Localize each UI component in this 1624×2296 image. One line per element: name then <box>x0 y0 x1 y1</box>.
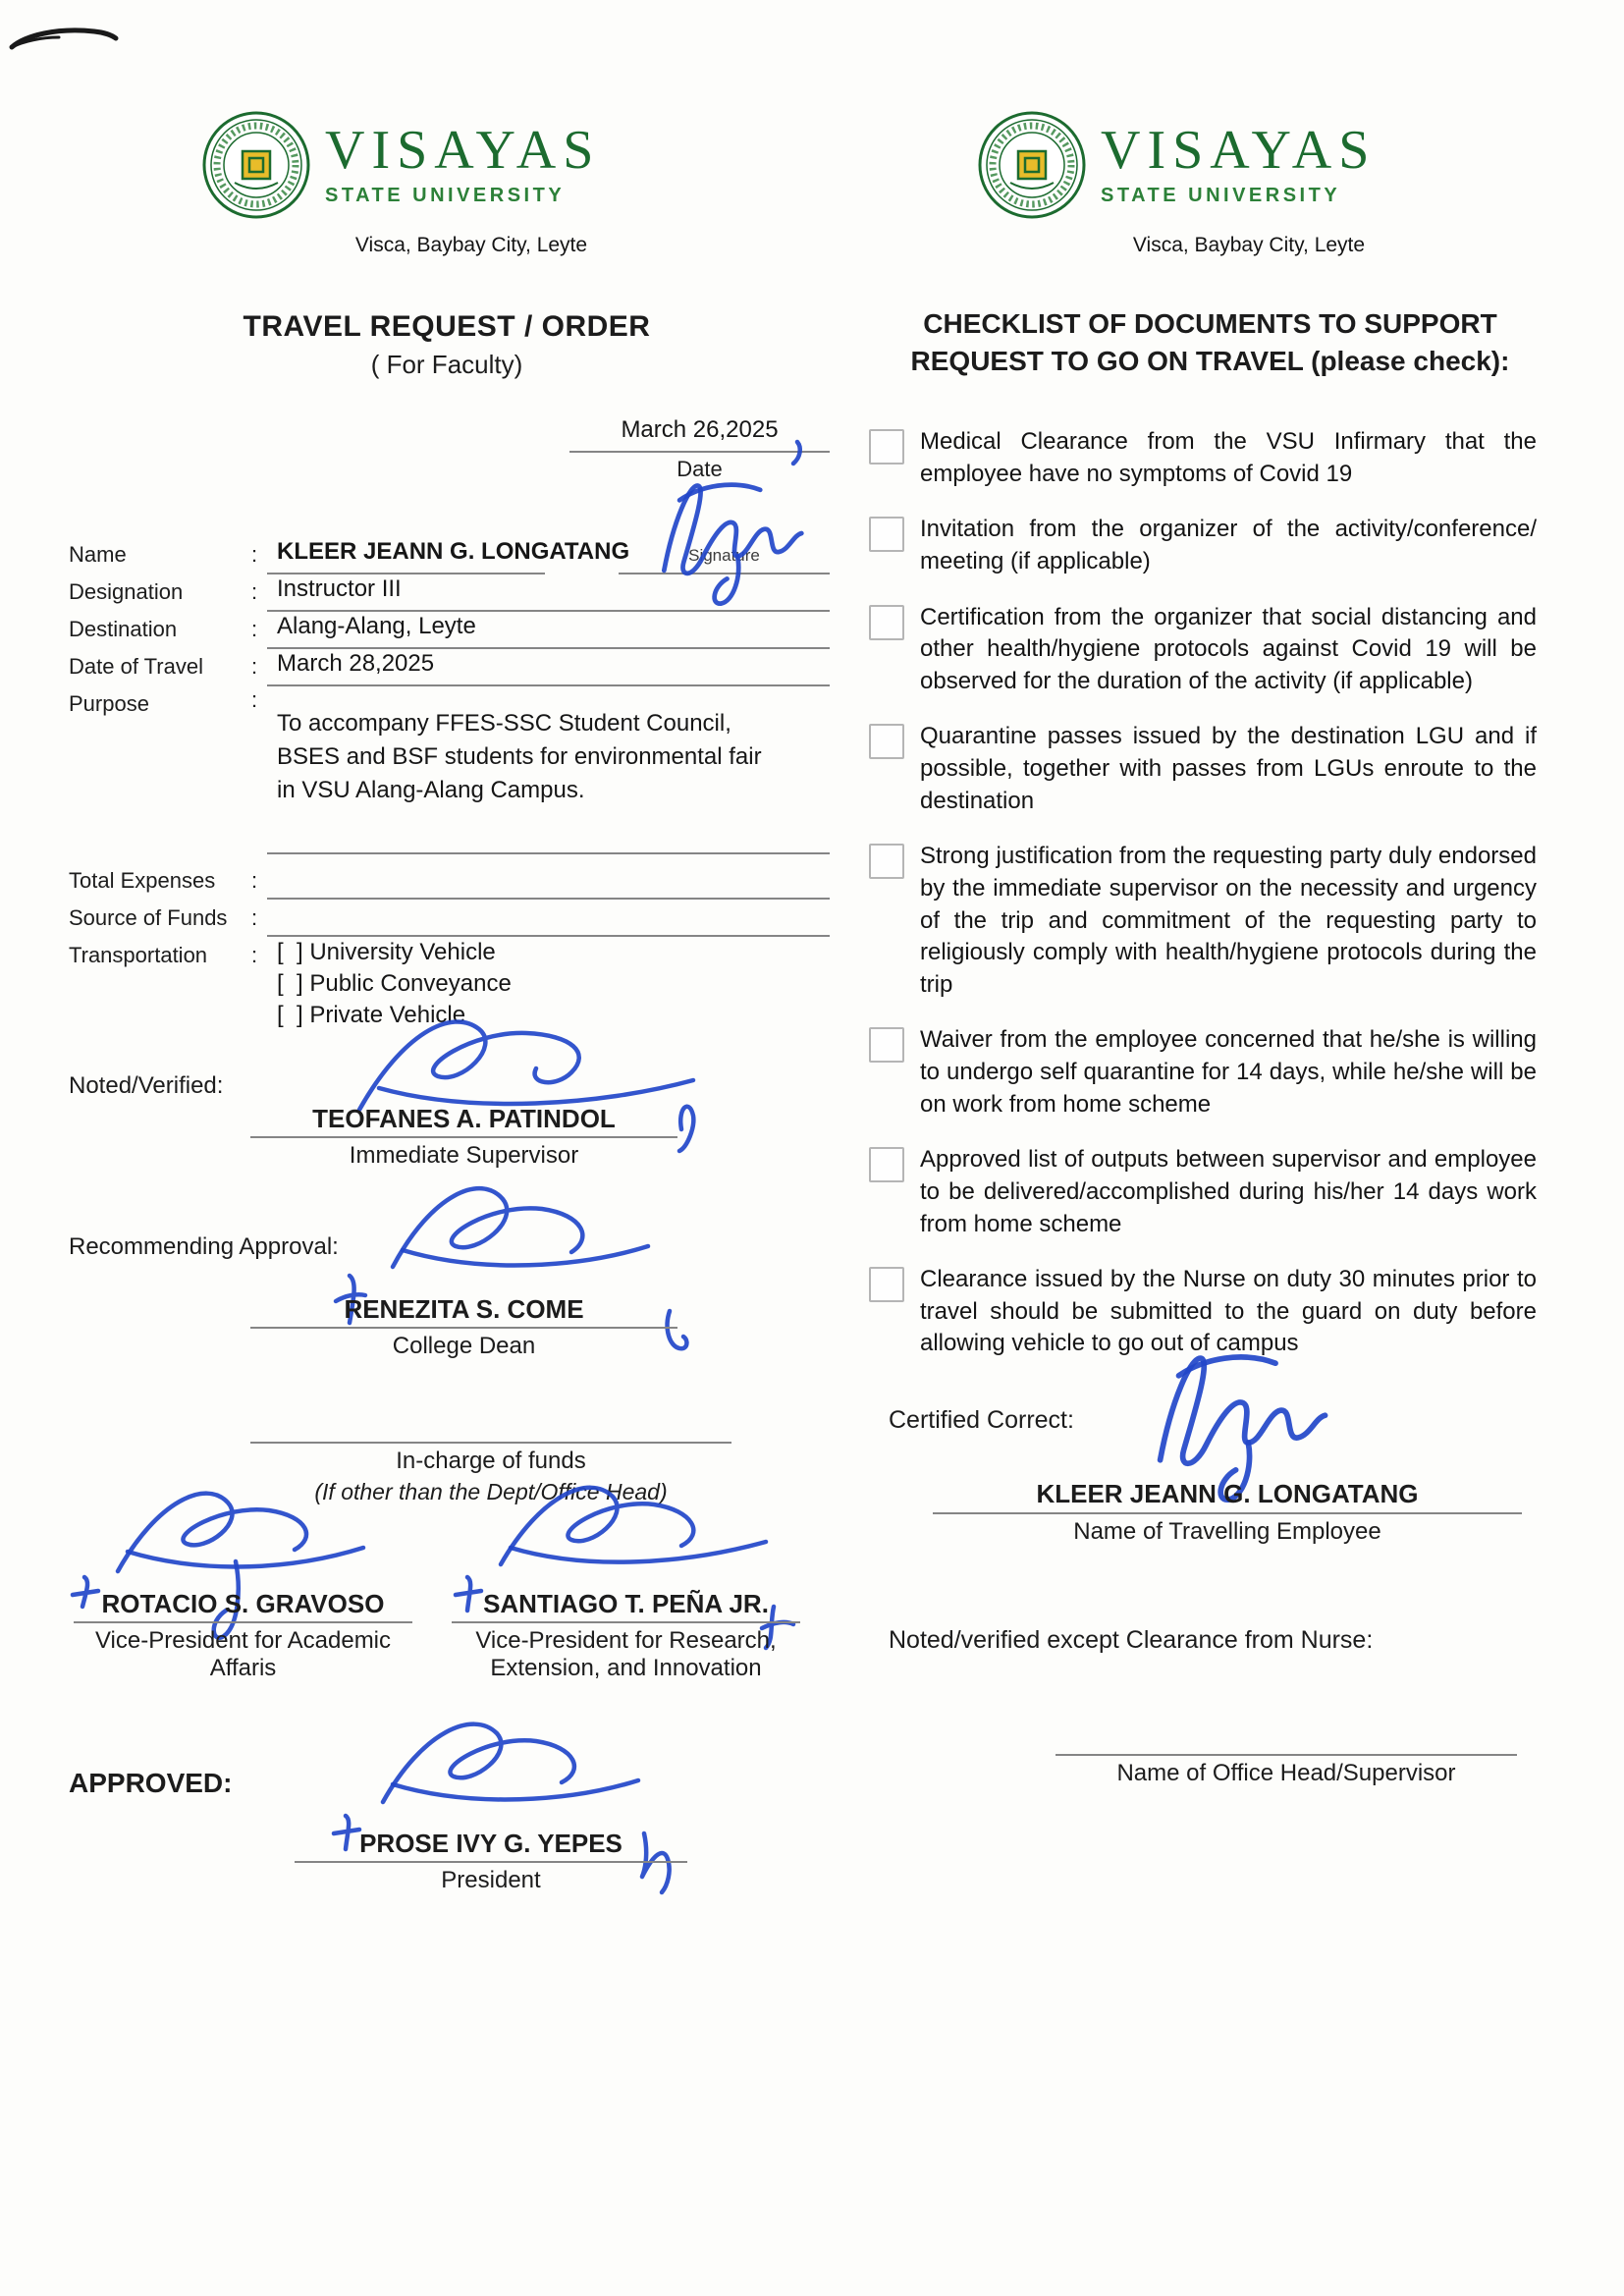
vsu-seal-icon <box>201 110 311 220</box>
signature-line <box>1056 1754 1517 1756</box>
field-underline <box>267 935 830 937</box>
field-underline <box>267 898 830 900</box>
transport-option-public-conveyance: [ ] Public Conveyance <box>277 970 512 997</box>
signature-line <box>933 1512 1522 1514</box>
vp-academic-name: ROTACIO S. GRAVOSO <box>101 1589 385 1618</box>
colon: : <box>251 868 258 893</box>
office-head-caption: Name of Office Head/Supervisor <box>1116 1760 1456 1786</box>
checkbox <box>869 517 904 552</box>
checklist-item-text: Strong justification from the requesting party duly endorsed by the immediate supervisor on the necessity and urgency of the trip and commitment of the requesting party to religiously comply with health/hygiene protocols during the trip <box>920 843 1537 998</box>
travelling-employee-caption: Name of Travelling Employee <box>1073 1518 1381 1545</box>
colon: : <box>251 542 258 567</box>
checkbox <box>869 605 904 640</box>
form-subtitle: ( For Faculty) <box>370 350 523 379</box>
approved-label: APPROVED: <box>69 1768 233 1798</box>
checklist-title-line1: CHECKLIST OF DOCUMENTS TO SUPPORT <box>923 308 1497 339</box>
source-of-funds-label: Source of Funds <box>69 905 228 930</box>
checklist-item-text: Invitation from the organizer of the activity/conference/ meeting (if applicable) <box>920 516 1537 574</box>
pen-scribble-mark <box>6 12 124 61</box>
purpose-text <box>277 707 837 807</box>
noted-except-label: Noted/verified except Clearance from Nurse: <box>889 1626 1374 1654</box>
colon: : <box>251 905 258 930</box>
colon: : <box>251 579 258 604</box>
checklist <box>869 426 1537 1384</box>
field-underline <box>267 647 830 649</box>
supervisor-name: TEOFANES A. PATINDOL <box>312 1104 616 1133</box>
dean-name: RENEZITA S. COME <box>344 1294 584 1324</box>
purpose-line-1: To accompany FFES-SSC Student Council, <box>277 710 731 737</box>
blank-writing-line <box>267 852 830 854</box>
university-address-left: Visca, Baybay City, Leyte <box>354 234 588 256</box>
university-name: VISAYAS <box>1101 120 1377 181</box>
destination-value: Alang-Alang, Leyte <box>277 613 476 639</box>
president-name: PROSE IVY G. YEPES <box>359 1829 623 1858</box>
colon: : <box>251 617 258 641</box>
noted-verified-label: Noted/Verified: <box>69 1072 224 1099</box>
university-address-right: Visca, Baybay City, Leyte <box>1132 234 1366 256</box>
signature-line <box>250 1136 677 1138</box>
signature-caption: Signature <box>688 546 760 565</box>
supervisor-title: Immediate Supervisor <box>349 1142 579 1169</box>
vsu-logo-left <box>201 110 600 220</box>
dean-title: College Dean <box>392 1333 536 1359</box>
incharge-note: (If other than the Dept/Office Head) <box>314 1479 668 1504</box>
purpose-line-3: in VSU Alang-Alang Campus. <box>277 777 585 803</box>
checklist-title-line2: REQUEST TO GO ON TRAVEL (please check): <box>910 346 1510 376</box>
destination-label: Destination <box>69 617 178 641</box>
checklist-item-text: Medical Clearance from the VSU Infirmary that the employee have no symptoms of Covid 19 <box>920 428 1537 487</box>
purpose-label: Purpose <box>69 691 149 716</box>
purpose-line-2: BSES and BSF students for environmental fair <box>277 743 762 770</box>
signature-line <box>250 1442 731 1444</box>
university-subtitle: STATE UNIVERSITY <box>325 185 566 206</box>
colon: : <box>251 654 258 679</box>
checklist-item-text: Quarantine passes issued by the destination LGU and if possible, together with passes from LGUs enroute to the destination <box>920 723 1537 814</box>
vsu-seal-icon <box>977 110 1087 220</box>
employee-signature <box>638 454 835 611</box>
travel-date-label: Date of Travel <box>69 654 203 679</box>
checklist-item-text: Waiver from the employee concerned that he/she is willing to undergo self quarantine for 14 days, while he/she will be on work from home scheme <box>920 1026 1537 1118</box>
name-label: Name <box>69 542 127 567</box>
university-name: VISAYAS <box>325 120 601 181</box>
name-value: KLEER JEANN G. LONGATANG <box>277 538 630 565</box>
checklist-item-text: Certification from the organizer that social distancing and other health/hygiene protocols against Covid 19 will be observed for the duration of the activity (if applicable) <box>920 603 1537 694</box>
checkbox <box>869 1267 904 1302</box>
checklist-item-text: Approved list of outputs between supervisor and employee to be delivered/accomplished during his/her 14 days work from home scheme <box>920 1146 1537 1237</box>
vp-research-name: SANTIAGO T. PEÑA JR. <box>483 1589 769 1618</box>
form-title: TRAVEL REQUEST / ORDER <box>243 310 651 343</box>
vp-research-title: Vice-President for Research, Extension, and Innovation <box>475 1627 777 1681</box>
checklist-item-7 <box>869 1144 1537 1240</box>
president-title: President <box>441 1867 541 1893</box>
recommending-approval-label: Recommending Approval: <box>69 1233 339 1260</box>
checklist-item-text: Clearance issued by the Nurse on duty 30 minutes prior to travel should be submitted to the guard on duty before allowing vehicle to go out of campus <box>920 1266 1537 1357</box>
signature-line <box>250 1327 677 1329</box>
colon: : <box>251 687 258 712</box>
certified-correct-label: Certified Correct: <box>889 1406 1074 1434</box>
checklist-item-6 <box>869 1024 1537 1121</box>
university-subtitle: STATE UNIVERSITY <box>1101 185 1341 206</box>
transport-option-university-vehicle: [ ] University Vehicle <box>277 939 496 965</box>
checkbox <box>869 1027 904 1063</box>
colon: : <box>251 943 258 967</box>
designation-value: Instructor III <box>277 575 402 602</box>
field-underline <box>267 684 830 686</box>
travelling-employee-name: KLEER JEANN G. LONGATANG <box>1036 1479 1419 1508</box>
vsu-logo-right <box>977 110 1376 220</box>
signature-line <box>452 1621 800 1623</box>
date-value: March 26,2025 <box>621 416 779 443</box>
travel-date-value: March 28,2025 <box>277 650 435 677</box>
signature-line <box>295 1861 687 1863</box>
total-expenses-label: Total Expenses <box>69 868 216 893</box>
transportation-label: Transportation <box>69 943 208 967</box>
checkbox <box>869 1147 904 1182</box>
date-caption: Date <box>677 457 723 481</box>
checkbox <box>869 724 904 759</box>
field-underline <box>267 610 830 612</box>
checklist-item-4 <box>869 721 1537 817</box>
checklist-item-2 <box>869 514 1537 577</box>
vsu-logo-text <box>1101 120 1377 207</box>
vp-academic-title: Vice-President for Academic Affaris <box>94 1627 392 1681</box>
checkbox <box>869 844 904 879</box>
checklist-item-1 <box>869 426 1537 490</box>
transport-option-private-vehicle: [ ] Private Vehicle <box>277 1002 466 1028</box>
signature-line <box>74 1621 412 1623</box>
vsu-logo-text <box>325 120 601 207</box>
incharge-caption: In-charge of funds <box>396 1448 586 1474</box>
designation-label: Designation <box>69 579 184 604</box>
checklist-item-3 <box>869 602 1537 698</box>
checklist-item-5 <box>869 841 1537 1001</box>
field-underline <box>267 573 545 574</box>
checkbox <box>869 429 904 465</box>
